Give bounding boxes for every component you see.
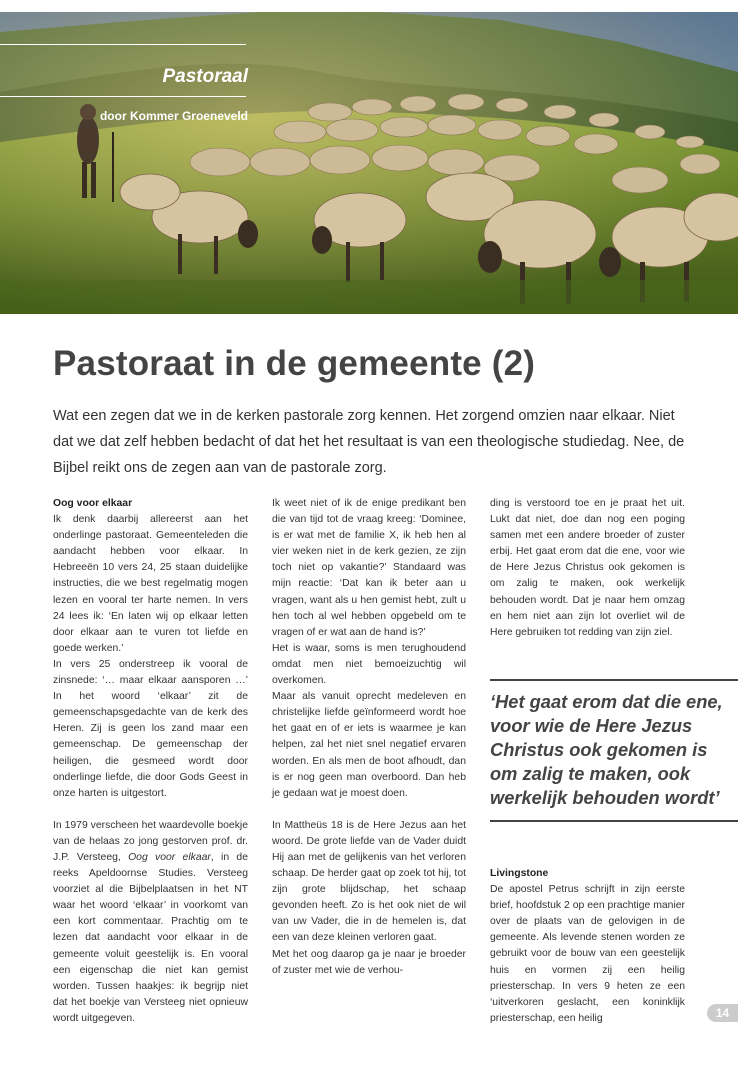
paragraph-gap: [272, 802, 466, 818]
paragraph: De apostel Petrus schrijft in zijn eerste brief, hoofdstuk 2 op een prachtige manier over de plaats van de gelovigen in de gemeente. Als levende stenen worden ze gebruikt voor de bouw van een geestelijk huis en vormen zij een heilig priesterschap. In vers 9 heten ze een ‘uitverkoren geslacht, een koninklijk priesterschap, een heilig: [490, 884, 685, 1024]
author-byline: door Kommer Groeneveld: [99, 109, 248, 123]
subheading-livingstone: Livingstone: [490, 868, 549, 879]
column-3-continued: [490, 866, 685, 1027]
section-rule-top: [0, 44, 246, 45]
hero-photo-sheep: [0, 12, 738, 314]
column-1: [53, 496, 248, 1027]
section-rule-bottom: [0, 96, 246, 97]
article-title: Pastoraat in de gemeente (2): [53, 344, 536, 383]
sheep-meadow-illustration: [0, 12, 738, 314]
paragraph: In 1979 verscheen het waardevolle boekje van de helaas zo jong gestorven prof. dr. J.P. Versteeg, Oog voor elkaar, in de reeks Apeldoornse Studies. Versteeg voorziet al die Bijbelplaatsen in het NT waar het woord ‘elkaar’ in voorkomt van een kort commentaar. Prachtig om te lezen dat aandacht voor elkaar in de gemeente voluit geestelijk is. En vooral een eigenschap die niet kan gemist worden. Tussen haakjes: ik begrijp niet dat het boekje van Versteeg niet opnieuw wordt uitgegeven.: [53, 819, 248, 1024]
pull-quote: [490, 679, 738, 822]
column-2: [272, 496, 466, 979]
pull-quote-text: ‘Het gaat erom dat die ene, voor wie de Here Jezus Christus ook gekomen is om zalig te maken, ook werkelijk behouden wordt’: [490, 691, 723, 808]
paragraph: Maar als vanuit oprecht medeleven en christelijke liefde geïnformeerd wordt hoe het gaat en of er iets is waarmee je kan helpen, zal het niet snel negatief ervaren worden. En als men de boot afhoudt, dan is er nog geen man overboord. Dan heb je gedaan wat je moest doen.: [272, 691, 466, 799]
paragraph: Het is waar, soms is men terughoudend omdat men niet bemoeizuchtig wil overkomen.: [272, 642, 466, 687]
paragraph: Met het oog daarop ga je naar je broeder of zuster met wie de verhou-: [272, 948, 466, 976]
paragraph: Ik denk daarbij allereerst aan het onderlinge pastoraat. Gemeenteleden die aandacht hebben voor elkaar. In Hebreeën 10 vers 24, 25 staan duidelijke instructies, die we best regelmatig mogen lezen en vooral ter harte nemen. In vers 24 lees ik: ‘En laten wij op elkaar letten door elkaar aan te vuren tot liefde en goede werken.’: [53, 514, 248, 654]
paragraph-gap: [53, 802, 248, 818]
article-intro: Wat een zegen dat we in de kerken pastorale zorg kennen. Het zorgend omzien naar elkaar. Niet dat we dat zelf hebben bedacht of dat het het resultaat is van een theologische studiedag. Nee, de Bijbel reikt ons de zegen aan van de pastorale zorg.: [53, 408, 685, 476]
column-3: [490, 496, 685, 641]
paragraph: ding is verstoord toe en je praat het uit. Lukt dat niet, doe dan nog een poging samen met een andere broeder of zuster erbij. Het gaat erom dat die ene, voor wie de Here Jezus Christus ook gekomen is om zalig te maken, ook werkelijk behouden wordt. Dat je naar hem omzag en hem niet aan zijn lot overliet wil de Here gebruiken tot redding van zijn ziel.: [490, 498, 685, 638]
pull-quote-rule-bottom: [490, 820, 738, 822]
page-number-badge: 14: [707, 1004, 738, 1022]
paragraph: In vers 25 onderstreep ik vooral de zinsnede: ‘… maar elkaar aansporen …’ In het woord ‘elkaar’ zit de gemeenschapsgedachte van de kerk des Heren. Zij is geen los zand maar een gemeenschap. De gemeenschap der heiligen, die gesmeed wordt door onderlinge liefde, die door Gods Geest in onze harten is uitgestort.: [53, 658, 248, 799]
paragraph: Ik weet niet of ik de enige predikant ben die van tijd tot de vraag kreeg: ‘Dominee, is er wat met de familie X, ik heb hen al vier weken niet in de kerk gezien, ze zijn toch niet op vakantie?’ Standaard was mijn reactie: ‘Dat kan ik beter aan u vragen, want als u hen gemist hebt, zult u hen toch al wel hebben opgebeld om te vragen of er wat aan de hand is?’: [272, 498, 466, 638]
book-title: Oog voor elkaar: [128, 851, 211, 863]
paragraph: In Mattheüs 18 is de Here Jezus aan het woord. De grote liefde van de Vader duidt Hij aan met de gelijkenis van het verloren schaap. De herder gaat op zoek tot hij, tot zijn grote blijdschap, het schaap gevonden heeft. Zo is het ook niet de wil van uw Vader, die in de hemelen is, dat een van deze kleinen verloren gaat.: [272, 819, 466, 944]
page-top-margin: [0, 0, 738, 12]
section-label: Pastoraal: [162, 66, 248, 87]
subheading-oog-voor-elkaar: Oog voor elkaar: [53, 498, 133, 509]
